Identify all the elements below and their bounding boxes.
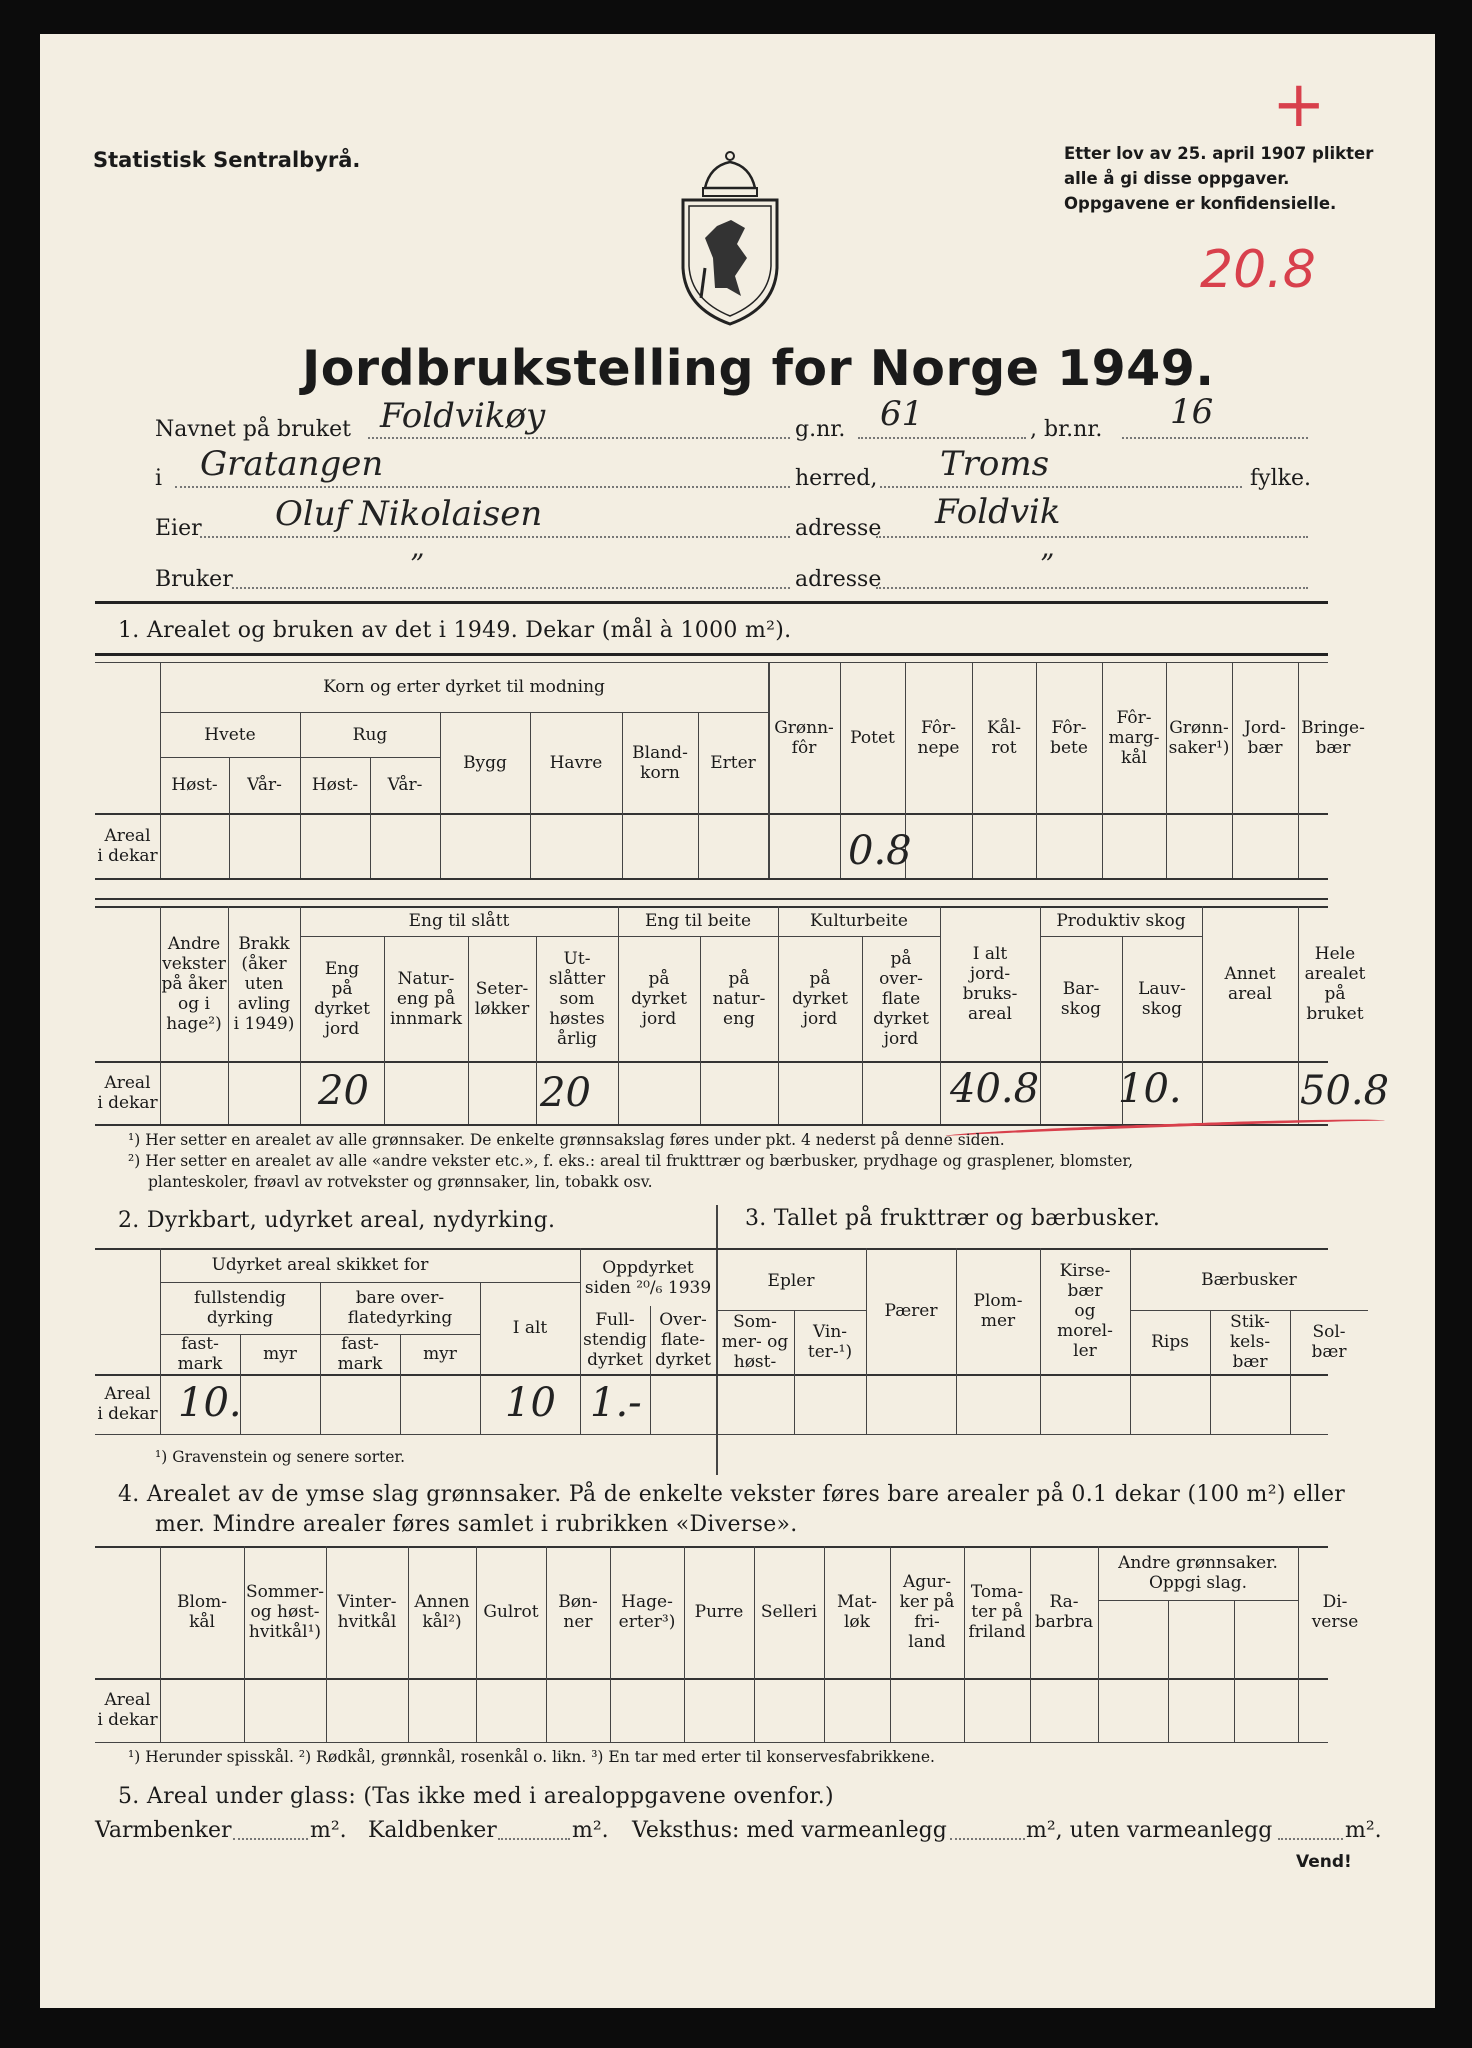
- footnote-2: ²) Her setter en arealet av alle «andre vekster etc.», f. eks.: areal til frukttrær og bærbusker, prydhage og grasplener, blomster,: [128, 1152, 1134, 1170]
- other-vegetables-header: Andre grønnsaker. Oppgi slag.: [1118, 1553, 1278, 1593]
- green-fodder-header: Grønn- fôr: [774, 717, 834, 758]
- greenhouse-unheated-label: m², uten varmeanlegg: [1026, 1818, 1273, 1843]
- coldframe-label: Kaldbenker: [368, 1818, 497, 1843]
- misc-header: Di- verse: [1311, 1592, 1359, 1632]
- wheat-autumn-header: Høst-: [171, 775, 218, 795]
- berry-bushes-header: Bærbusker: [1201, 1270, 1297, 1290]
- garden-peas-header: Hage- erter³): [618, 1592, 676, 1632]
- section-3-title: 3. Tallet på frukttrær og bærbusker.: [745, 1206, 1161, 1231]
- row-label: Areal i dekar: [97, 825, 158, 866]
- oats-header: Havre: [549, 752, 603, 773]
- winter-apples-header: Vin- ter-¹): [807, 1322, 853, 1362]
- redcurrant-header: Rips: [1151, 1332, 1189, 1352]
- rye-spring-header: Vår-: [387, 775, 423, 795]
- meadow-cultivated-header: Eng på dyrket jord: [314, 958, 370, 1039]
- farm-name-field[interactable]: Foldvikøy: [380, 396, 546, 436]
- wheat-header: Hvete: [204, 724, 256, 745]
- coldframe-field[interactable]: [498, 1838, 570, 1840]
- seter-header: Seter- løkker: [474, 978, 530, 1019]
- farm-name-label: Navnet på bruket: [155, 417, 351, 442]
- onion-header: Mat- løk: [836, 1592, 878, 1632]
- pasture-cultivated-header: på dyrket jord: [792, 968, 848, 1029]
- gooseberry-header: Stik- kels- bær: [1229, 1312, 1271, 1372]
- rye-header: Rug: [352, 724, 388, 745]
- agency-name: Statistisk Sentralbyrå.: [93, 148, 361, 172]
- natural-meadow-header: Natur- eng på innmark: [389, 968, 463, 1029]
- summer-apples-header: Som- mer- og høst-: [721, 1312, 789, 1372]
- cultivated-since-header: Oppdyrket siden ²⁰/₆ 1939: [584, 1258, 712, 1298]
- total-agri-header: I alt jord- bruks- areal: [962, 943, 1018, 1024]
- owner-address-field[interactable]: Foldvik: [935, 492, 1061, 532]
- gnr-label: g.nr.: [795, 417, 846, 442]
- fylke-label: fylke.: [1250, 466, 1311, 491]
- row-label: Areal i dekar: [97, 1072, 158, 1113]
- meadow-value[interactable]: 20: [318, 1068, 369, 1114]
- user-address-field[interactable]: ”: [1040, 548, 1055, 581]
- full-cultivation-header: fullstendig dyrking: [194, 1288, 286, 1328]
- brnr-label: , br.nr.: [1030, 417, 1103, 442]
- owner-field[interactable]: Oluf Nikolaisen: [275, 494, 543, 534]
- cucumber-header: Agur- ker på fri- land: [899, 1572, 955, 1652]
- footnote-apples: ¹) Gravenstein og senere sorter.: [155, 1448, 406, 1466]
- surface-cultivation-header: bare over- flatedyrking: [347, 1288, 453, 1328]
- hotbed-label: Varmbenker: [95, 1818, 232, 1843]
- footnote-1: ¹) Her setter en arealet av alle grønnsaker. De enkelte grønnsakslag føres under pkt. 4 nederst på denne siden.: [128, 1131, 1005, 1149]
- firm-ground-header: fast- mark: [177, 1334, 223, 1374]
- other-area-header: Annet areal: [1224, 963, 1276, 1004]
- user-label: Bruker: [155, 567, 233, 592]
- user-field[interactable]: ”: [410, 548, 425, 581]
- uncultivated-header: Udyrket areal skikket for: [211, 1255, 429, 1275]
- fully-cultivated-header: Full- stendig dyrket: [583, 1310, 647, 1370]
- footnote-2-cont: planteskoler, frøavl av rotvekster og grønnsaker, lin, tobakk osv.: [148, 1173, 653, 1191]
- footnote-vegetables: ¹) Herunder spisskål. ²) Rødkål, grønnkål, rosenkål o. likn. ³) En tar med erter til konservesfabrikkene.: [128, 1748, 935, 1766]
- legal-line: Oppgavene er konfidensielle.: [1064, 194, 1337, 213]
- mixed-grain-header: Bland- korn: [632, 742, 688, 783]
- potato-header: Potet: [850, 727, 895, 748]
- beans-header: Bøn- ner: [558, 1592, 598, 1632]
- form-title: Jordbrukstelling for Norge 1949.: [302, 340, 1215, 397]
- carrot-header: Gulrot: [483, 1602, 539, 1622]
- gnr-field[interactable]: 61: [880, 394, 924, 434]
- legal-notice: [1064, 141, 1373, 216]
- pasture-surface-header: på over- flate dyrket jord: [873, 948, 929, 1049]
- grazing-cultivated-header: på dyrket jord: [631, 968, 687, 1029]
- total-farm-value[interactable]: 50.8: [1300, 1068, 1390, 1114]
- rye-autumn-header: Høst-: [311, 775, 359, 795]
- potato-value[interactable]: 0.8: [848, 828, 912, 874]
- brnr-field[interactable]: 16: [1170, 392, 1214, 432]
- tomato-header: Toma- ter på friland: [968, 1582, 1026, 1642]
- total-value[interactable]: 10: [505, 1380, 556, 1426]
- vegetables-header: Grønn- saker¹): [1168, 717, 1230, 758]
- leek-header: Purre: [694, 1602, 744, 1622]
- rhubarb-header: Ra- barbra: [1034, 1592, 1094, 1632]
- grain-header: Korn og erter dyrket til modning: [323, 677, 605, 697]
- peas-header: Erter: [710, 752, 756, 773]
- legal-line: alle å gi disse oppgaver.: [1064, 169, 1290, 188]
- cherries-header: Kirse- bær og morel- ler: [1057, 1261, 1113, 1361]
- county-field[interactable]: Troms: [940, 444, 1050, 484]
- total-agri-value[interactable]: 40.8: [950, 1066, 1040, 1112]
- owner-label: Eier: [155, 516, 202, 541]
- hotbed-field[interactable]: [233, 1838, 308, 1840]
- strawberry-header: Jord- bær: [1244, 717, 1286, 758]
- user-address-label: adresse: [795, 567, 882, 592]
- legal-line: Etter lov av 25. april 1907 plikter: [1064, 144, 1374, 163]
- other-cabbage-header: Annen kål²): [414, 1592, 470, 1632]
- forest-header: Produktiv skog: [1056, 911, 1186, 931]
- total-farm-header: Hele arealet på bruket: [1304, 943, 1366, 1024]
- firm-ground-header: fast- mark: [337, 1334, 383, 1374]
- deciduous-header: Lauv- skog: [1138, 978, 1186, 1019]
- red-number-mark: 20.8: [1200, 240, 1316, 300]
- raspberry-header: Bringe- bær: [1301, 717, 1365, 758]
- pasture-header: Kulturbeite: [810, 911, 908, 931]
- outfield-header: Ut- slåtter som høstes årlig: [548, 948, 606, 1049]
- grazing-meadow-header: Eng til beite: [644, 911, 752, 931]
- winter-cabbage-header: Vinter- hvitkål: [337, 1592, 397, 1632]
- herred-label: herred,: [795, 466, 878, 491]
- deciduous-value[interactable]: 10.: [1118, 1066, 1182, 1112]
- firm-ground-value[interactable]: 10.: [178, 1380, 242, 1426]
- conifer-header: Bar- skog: [1060, 978, 1102, 1019]
- surface-cultivated-header: Over- flate- dyrket: [655, 1310, 711, 1370]
- barley-header: Bygg: [463, 752, 507, 773]
- section-2-title: 2. Dyrkbart, udyrket areal, nydyrking.: [118, 1208, 556, 1233]
- fallow-header: Brakk (åker uten avling i 1949): [233, 933, 295, 1034]
- bog-header: myr: [263, 1344, 297, 1364]
- m2-unit: m².: [310, 1818, 347, 1843]
- celery-header: Selleri: [760, 1602, 818, 1622]
- summer-cabbage-header: Sommer- og høst- hvitkål¹): [245, 1582, 325, 1642]
- pears-header: Pærer: [884, 1301, 938, 1321]
- section-5-title: 5. Areal under glass: (Tas ikke med i arealoppgavene ovenfor.): [118, 1784, 834, 1809]
- m2-unit: m².: [1345, 1818, 1382, 1843]
- municipality-field[interactable]: Gratangen: [200, 444, 384, 484]
- total-header: I alt: [512, 1318, 548, 1338]
- outfield-value[interactable]: 20: [540, 1070, 591, 1116]
- section-1-title: 1. Arealet og bruken av det i 1949. Dekar (mål à 1000 m²).: [118, 618, 792, 643]
- marrow-kale-header: Fôr- marg- kål: [1108, 707, 1160, 768]
- red-cross-mark: +: [1272, 68, 1326, 142]
- apples-header: Epler: [767, 1271, 815, 1291]
- m2-unit: m².: [572, 1818, 609, 1843]
- fodder-turnip-header: Fôr- nepe: [917, 717, 960, 758]
- coat-of-arms-icon: [675, 148, 785, 332]
- fodder-beet-header: Fôr- bete: [1050, 717, 1088, 758]
- wheat-spring-header: Vår-: [247, 775, 282, 795]
- plums-header: Plom- mer: [973, 1291, 1023, 1331]
- turn-over-note: Vend!: [1296, 1852, 1352, 1872]
- section-4-title-cont: mer. Mindre arealer føres samlet i rubrikken «Diverse».: [155, 1512, 798, 1537]
- bog-header: myr: [423, 1344, 457, 1364]
- owner-address-label: adresse: [795, 516, 882, 541]
- row-label: Areal i dekar: [97, 1690, 158, 1730]
- greenhouse-unheated-field[interactable]: [1278, 1838, 1343, 1840]
- greenhouse-heated-field[interactable]: [950, 1838, 1025, 1840]
- meadow-mowing-header: Eng til slått: [408, 911, 510, 931]
- row-label: Areal i dekar: [97, 1384, 158, 1424]
- cauliflower-header: Blom- kål: [176, 1592, 228, 1632]
- municipality-label: i: [155, 466, 163, 491]
- grazing-natural-header: på natur- eng: [712, 968, 766, 1029]
- blackcurrant-header: Sol- bær: [1311, 1322, 1347, 1362]
- swede-header: Kål- rot: [986, 717, 1022, 758]
- greenhouse-heated-label: Veksthus: med varmeanlegg: [632, 1818, 947, 1843]
- other-crops-header: Andre vekster på åker og i hage²): [161, 933, 227, 1034]
- section-4-title: 4. Arealet av de ymse slag grønnsaker. På de enkelte vekster føres bare arealer på 0.1 dekar (100 m²) eller: [118, 1482, 1346, 1507]
- fully-cultivated-value[interactable]: 1.-: [590, 1380, 642, 1426]
